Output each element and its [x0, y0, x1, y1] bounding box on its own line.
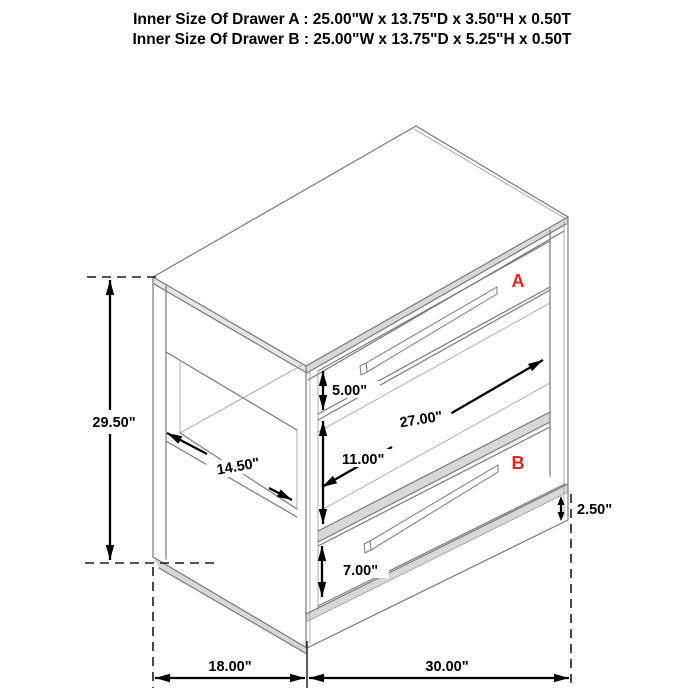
drawer-b-handle-endcap	[364, 541, 371, 553]
inner-size-drawer-b-text: Inner Size Of Drawer B : 25.00"W x 13.75"D x 5.25"H x 0.50T	[132, 31, 572, 48]
opening-height-label: 11.00"	[342, 452, 385, 468]
base-height-label: 2.50"	[577, 502, 613, 518]
dimension-labels	[90, 271, 612, 675]
opening-width-arrow-right	[450, 360, 543, 414]
base-height-arrow	[558, 496, 565, 521]
height-label: 29.50"	[92, 415, 136, 431]
base-left-band	[153, 557, 307, 654]
depth-label: 18.00"	[208, 659, 252, 675]
drawer-b-height-label: 7.00"	[343, 563, 379, 579]
shelf-depth-label: 14.50"	[215, 455, 261, 479]
header	[132, 11, 572, 48]
top-slab-front-band	[306, 217, 568, 373]
width-label: 30.00"	[425, 659, 469, 675]
shelf-depth-arrow-upper	[167, 433, 207, 454]
shelf-edge-band	[318, 412, 550, 542]
top-face	[153, 126, 568, 380]
inner-size-drawer-a-text: Inner Size Of Drawer A : 25.00"W x 13.75"D x 3.50"H x 0.50T	[133, 11, 571, 28]
opening-width-label: 27.00"	[398, 408, 444, 432]
drawer-a-height-label: 5.00"	[332, 383, 368, 399]
drawer-a-handle-endcap	[360, 363, 367, 375]
drawer-b-top-edge	[318, 427, 550, 546]
dimension-arrows	[110, 280, 569, 678]
drawer-a-label: A	[511, 271, 525, 291]
opening-width-label-group	[389, 405, 453, 432]
front-face	[306, 217, 568, 648]
drawer-b-label: B	[511, 453, 525, 473]
